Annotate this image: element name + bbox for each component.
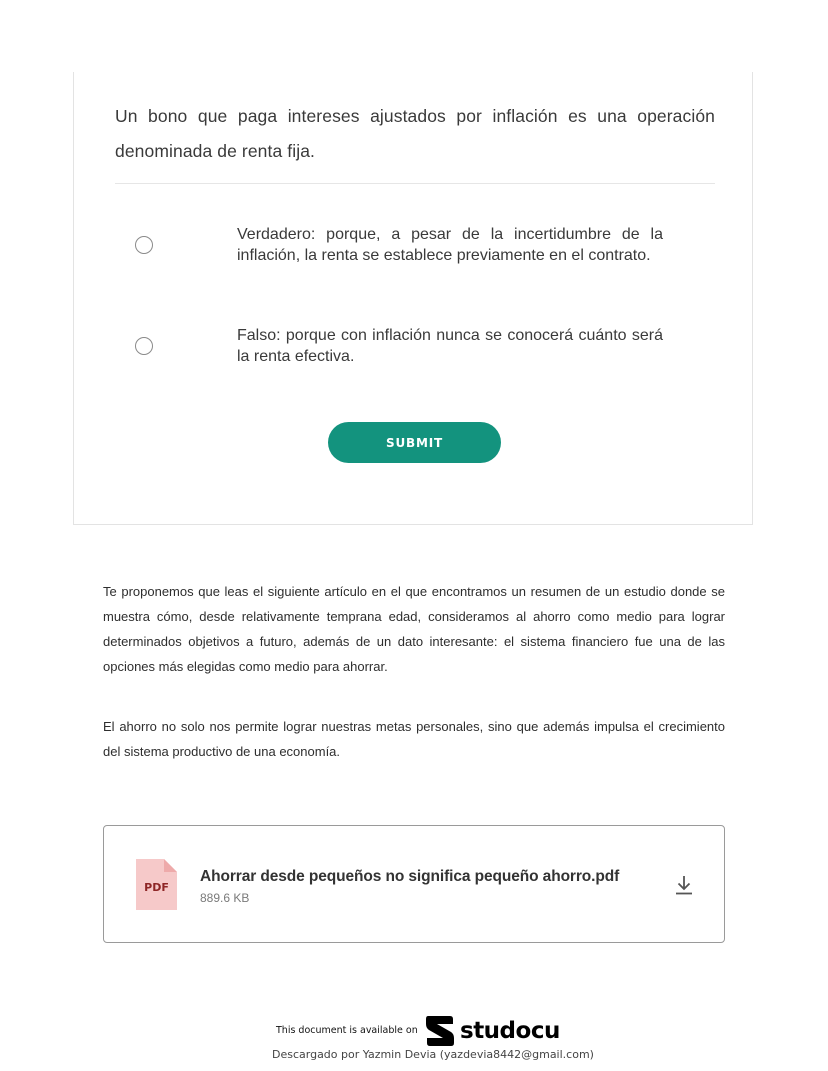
- radio-true[interactable]: [135, 236, 153, 254]
- download-icon[interactable]: [672, 873, 696, 897]
- pdf-file-icon: [136, 859, 177, 910]
- radio-false[interactable]: [135, 337, 153, 355]
- article-paragraph-2: El ahorro no solo nos permite lograr nuestras metas personales, sino que además impulsa el crecimiento del sistema productivo de una economía.: [103, 719, 725, 759]
- question-text: Un bono que paga intereses ajustados por inflación es una operación denominada de renta fija.: [115, 106, 715, 161]
- file-size: 889.6 KB: [200, 891, 250, 905]
- submit-button[interactable]: SUBMIT: [328, 422, 501, 463]
- article-paragraph-1: Te proponemos que leas el siguiente artículo en el que encontramos un resumen de un estudio donde se muestra cómo, desde relativamente temprana edad, consideramos al ahorro como medio para lograr determinados objetivos a futuro, además de un dato interesante: el sistema financiero fue una de las opciones más elegidas como medio para ahorrar.: [103, 584, 725, 674]
- quiz-card: [73, 72, 753, 525]
- option-false[interactable]: [115, 325, 715, 375]
- studocu-logo-icon: [424, 1014, 456, 1048]
- option-false-label[interactable]: Falso: porque con inflación nunca se conocerá cuánto será la renta efectiva.: [237, 327, 663, 365]
- file-name[interactable]: Ahorrar desde pequeños no significa pequeño ahorro.pdf: [200, 868, 620, 885]
- studocu-logo[interactable]: [424, 1014, 560, 1048]
- divider: [115, 183, 715, 184]
- attachment-card[interactable]: [103, 825, 725, 943]
- footer-available-text: This document is available on: [276, 1025, 418, 1036]
- option-true[interactable]: [115, 224, 715, 274]
- studocu-brand: studocu: [460, 1018, 560, 1044]
- svg-text:PDF: PDF: [144, 881, 169, 894]
- downloaded-by-text: Descargado por Yazmin Devia (yazdevia8442@gmail.com): [272, 1048, 594, 1061]
- option-true-label[interactable]: Verdadero: porque, a pesar de la incertidumbre de la inflación, la renta se establece previamente en el contrato.: [237, 226, 663, 264]
